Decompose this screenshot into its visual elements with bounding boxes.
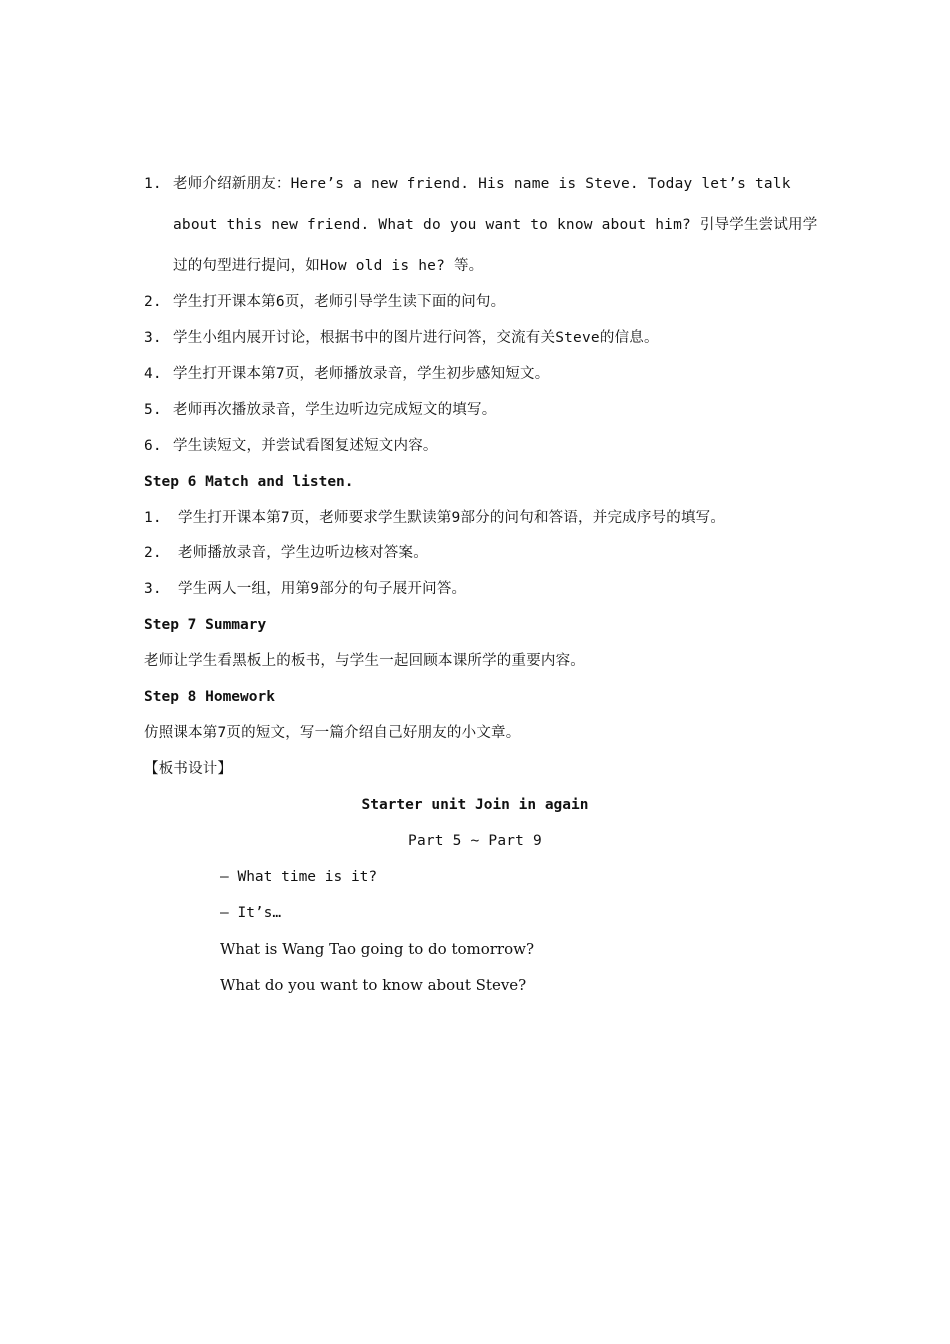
board-subtitle: Part 5 ~ Part 9 <box>408 833 542 849</box>
step7-text: 老师让学生看黑板上的板书，与学生一起回顾本课所学的重要内容。 <box>144 653 585 669</box>
list-number: 2. <box>144 294 162 310</box>
step8-text: 仿照课本第7页的短文，写一篇介绍自己好朋友的小文章。 <box>144 725 521 741</box>
list-item-2 <box>144 292 505 312</box>
list-text: 老师播放录音，学生边听边核对答案。 <box>178 545 428 561</box>
step6-item-1 <box>144 508 725 528</box>
list-text: 学生小组内展开讨论，根据书中的图片进行问答，交流有关Steve的信息。 <box>173 330 659 346</box>
board-line-2: — It’s… <box>220 905 282 921</box>
step6-item-2 <box>144 543 428 563</box>
board-title: Starter unit Join in again <box>361 797 589 813</box>
list-number: 4. <box>144 366 162 382</box>
list-number: 3. <box>144 330 162 346</box>
list-number: 3. <box>144 581 162 597</box>
list-text: 老师再次播放录音，学生边听边完成短文的填写。 <box>173 402 497 418</box>
list-number: 6. <box>144 438 162 454</box>
list-text: 学生打开课本第7页，老师要求学生默读第9部分的问句和答语，并完成序号的填写。 <box>178 510 726 526</box>
list-number: 1. <box>144 176 162 192</box>
step7-heading: Step 7 Summary <box>144 617 267 633</box>
list-text: 老师介绍新朋友：Here’s a new friend. His name is Steve. Today let’s talk <box>173 176 791 192</box>
list-number: 1. <box>144 510 162 526</box>
list-item-1-line-2: about this new friend. What do you want to know about him? 引导学生尝试用学 <box>173 217 818 233</box>
board-line-1: — What time is it? <box>220 869 378 885</box>
list-item-3 <box>144 328 659 348</box>
list-number: 5. <box>144 402 162 418</box>
list-text: 学生打开课本第7页，老师播放录音，学生初步感知短文。 <box>173 366 550 382</box>
board-line-4: What do you want to know about Steve? <box>220 976 527 994</box>
list-text: 学生两人一组，用第9部分的句子展开问答。 <box>178 581 467 597</box>
list-text: 学生读短文，并尝试看图复述短文内容。 <box>173 438 438 454</box>
board-label: 【板书设计】 <box>144 761 233 777</box>
step6-heading: Step 6 Match and listen. <box>144 474 354 490</box>
list-item-4 <box>144 364 549 384</box>
list-item-5 <box>144 400 496 420</box>
step8-heading: Step 8 Homework <box>144 689 275 705</box>
list-item-1-line-1 <box>144 174 791 194</box>
list-text: 学生打开课本第6页，老师引导学生读下面的问句。 <box>173 294 506 310</box>
list-item-1-line-3: 过的句型进行提问，如How old is he? 等。 <box>173 258 484 274</box>
list-number: 2. <box>144 545 162 561</box>
step6-item-3 <box>144 579 466 599</box>
list-item-6 <box>144 436 438 456</box>
board-line-3: What is Wang Tao going to do tomorrow? <box>220 940 535 958</box>
